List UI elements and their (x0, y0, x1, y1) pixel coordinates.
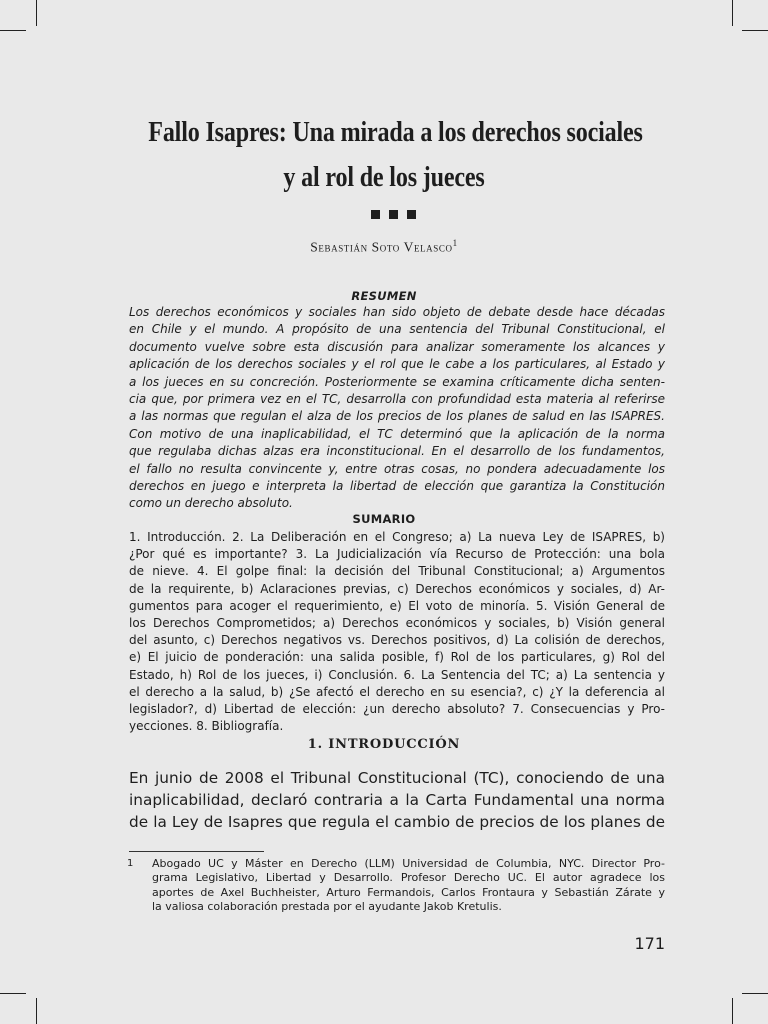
resumen-line: a los jueces en su concreción. Posteriormente se examina críticamente dicha senten- (129, 374, 665, 389)
resumen-line: cia que, por primera vez en el TC, desarrolla con profundidad esta materia al referirse (129, 392, 665, 407)
sumario-line: de nieve. 4. El golpe final: la decisión del Tribunal Constitucional; a) Argumentos (129, 564, 665, 579)
crop-mark (36, 998, 37, 1024)
author-line (0, 238, 768, 256)
title-line: y al rol de los jueces (283, 161, 485, 193)
author-footnote-ref: 1 (452, 238, 458, 248)
ornament-square (389, 210, 398, 219)
section-heading: 1. INTRODUCCIÓN (307, 737, 461, 752)
resumen-line: aplicación de los derechos sociales y el rol que le cabe a los particulares, al Estado y (129, 357, 665, 372)
sumario-line: del asunto, c) Derechos negativos vs. Derechos positivos, d) La colisión de derechos, (129, 633, 665, 648)
crop-mark (0, 993, 26, 994)
footnote-line: grama Legislativo, Libertad y Desarrollo. Profesor Derecho UC. El autor agradece los (152, 871, 665, 885)
resumen-line: en Chile y el mundo. A propósito de una sentencia del Tribunal Constitucional, el (129, 322, 665, 337)
resumen-line: el fallo no resulta convincente y, entre otras cosas, no pondera adecuadamente los (129, 461, 665, 476)
footnote-text (152, 857, 665, 915)
crop-mark (36, 0, 37, 26)
body-line: En junio de 2008 el Tribunal Constitucional (TC), conociendo de una (129, 769, 665, 787)
crop-mark (742, 993, 768, 994)
footnote-line: aportes de Axel Buchheister, Arturo Fermandois, Carlos Frontaura y Sebastián Zárate y (152, 885, 665, 899)
paper-title (148, 110, 643, 200)
resumen-line: como un derecho absoluto. (129, 496, 293, 511)
sumario-line: yecciones. 8. Bibliografía. (129, 719, 284, 734)
resumen-line: documento vuelve sobre esta discusión para analizar someramente los alcances y (129, 339, 665, 354)
sumario-heading: SUMARIO (352, 512, 416, 526)
sumario-line: gumentos para acoger el requerimiento, e) El voto de minoría. 5. Visión General de (129, 598, 665, 613)
page-number: 171 (634, 934, 665, 953)
resumen-line: Los derechos económicos y sociales han sido objeto de debate desde hace décadas (129, 305, 665, 319)
sumario-line: los Derechos Comprometidos; a) Derechos económicos y sociales, b) Visión general (129, 616, 665, 631)
footnote-line: la valiosa colaboración prestada por el ayudante Jakob Kretulis. (152, 900, 502, 914)
sumario-line: Estado, h) Rol de los jueces, i) Conclusión. 6. La Sentencia del TC; a) La sentencia y (129, 667, 665, 682)
resumen-text (129, 304, 665, 513)
crop-mark (742, 30, 768, 31)
crop-mark (0, 30, 26, 31)
body-line: inaplicabilidad, declaró contraria a la Carta Fundamental una norma (129, 791, 665, 809)
sumario-line: ¿Por qué es importante? 3. La Judicialización vía Recurso de Protección: una bola (129, 547, 665, 562)
crop-mark (732, 998, 733, 1024)
footnote-line: Abogado UC y Máster en Derecho (LLM) Universidad de Columbia, NYC. Director Pro- (152, 857, 665, 870)
ornament-squares (371, 210, 416, 219)
footnote-mark: 1 (127, 858, 134, 869)
resumen-line: a las normas que regulan el alza de los precios de los planes de salud en las ISAPRES. (129, 409, 665, 424)
sumario-line: de la requirente, b) Aclaraciones previas, c) Derechos económicos y sociales, d) Ar- (129, 581, 665, 596)
body-line: de la Ley de Isapres que regula el cambio de precios de los planes de (129, 813, 665, 831)
resumen-heading: RESUMEN (351, 289, 417, 303)
resumen-line: derechos en juego e interpreta la libertad de elección que garantiza la Constitución (129, 479, 665, 494)
author-name: Sebastián Soto Velasco (310, 239, 453, 255)
sumario-line: e) El juicio de ponderación: una salida posible, f) Rol de los particulares, g) Rol del (129, 650, 665, 665)
resumen-line: que regulaba dichas alzas era inconstitucional. En el desarrollo de los fundamentos, (129, 444, 665, 459)
ornament-square (407, 210, 416, 219)
sumario-line: 1. Introducción. 2. La Deliberación en el Congreso; a) La nueva Ley de ISAPRES, b) (129, 530, 665, 544)
title-line: Fallo Isapres: Una mirada a los derechos sociales (148, 116, 643, 148)
sumario-text (129, 529, 665, 735)
footnote-divider (129, 851, 264, 852)
body-text (129, 767, 665, 833)
crop-mark (732, 0, 733, 26)
resumen-line: Con motivo de una inaplicabilidad, el TC determinó que la aplicación de la norma (129, 426, 665, 441)
sumario-line: legislador?, d) Libertad de elección: ¿un derecho absoluto? 7. Consecuencias y Pro- (129, 702, 665, 717)
sumario-line: el derecho a la salud, b) ¿Se afectó el derecho en su esencia?, c) ¿Y la deferencia al (129, 684, 665, 699)
ornament-square (371, 210, 380, 219)
